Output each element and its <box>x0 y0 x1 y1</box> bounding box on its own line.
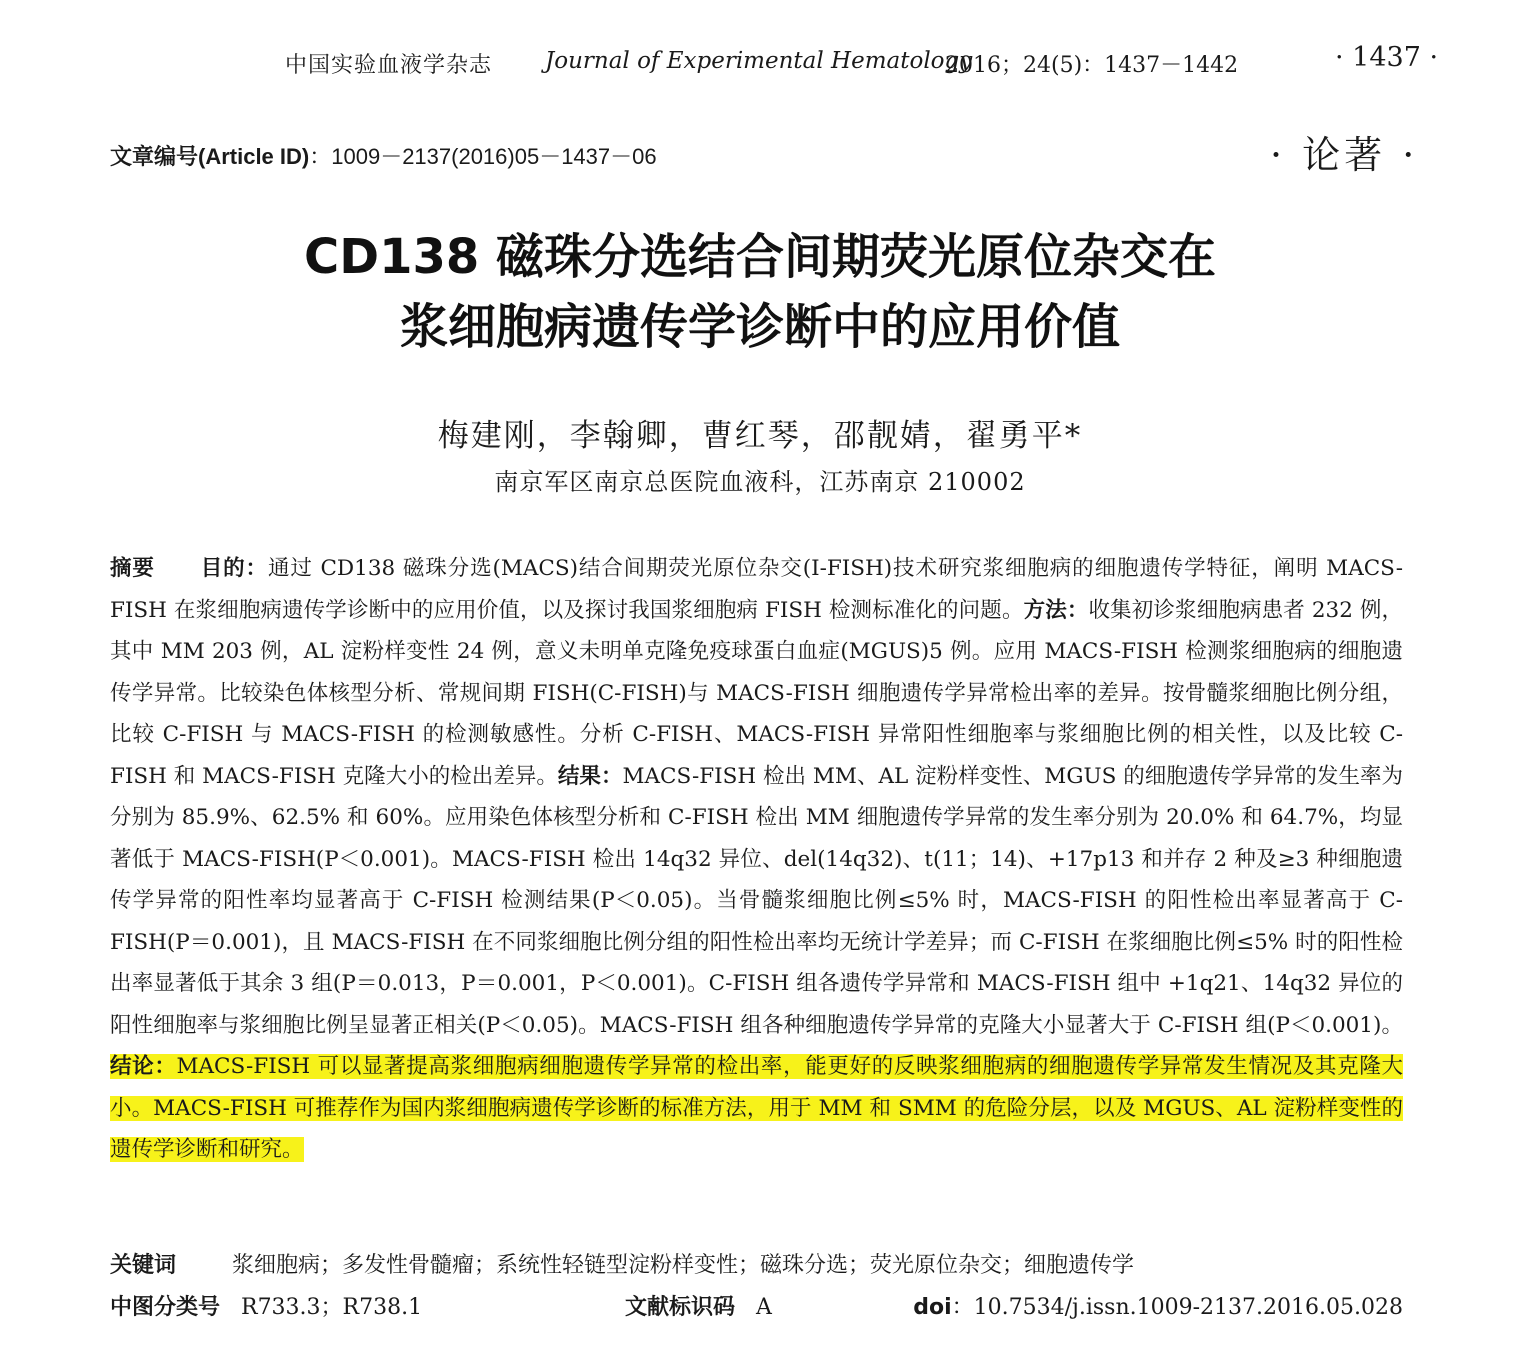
results-label: 结果： <box>557 763 623 789</box>
journal-volume: 2016；24(5)：1437－1442 <box>945 53 1239 78</box>
page-number: · 1437 · <box>1335 42 1439 73</box>
article-id <box>110 140 657 171</box>
doi <box>913 1290 1403 1321</box>
conclusion-text: MACS-FISH 可以显著提高浆细胞病细胞遗传学异常的检出率，能更好的反映浆细胞病的细胞遗传学异常发生情况及其克隆大小。MACS-FISH 可推荐作为国内浆细胞病遗传学诊断的标准方法，用于 MM 和 SMM 的危险分层，以及 MGUS、AL 淀粉样变性的遗传学诊断和研究。 <box>110 1054 1403 1162</box>
article-id-value: ：1009－2137(2016)05－1437－06 <box>309 144 657 169</box>
article-id-label: 文章编号(Article ID) <box>110 144 310 169</box>
objective-text: 通过 CD138 磁珠分选(MACS)结合间期荧光原位杂交(I-FISH)技术研究浆细胞病的细胞遗传学特征，阐明 MACS-FISH 在浆细胞病遗传学诊断中的应用价值，以及探讨我国浆细胞病 FISH 检测标准化的问题。 <box>110 556 1403 623</box>
paper-title <box>0 222 1520 362</box>
abstract-label: 摘要 <box>110 556 155 581</box>
classification-row <box>110 1290 1403 1326</box>
results-text: MACS-FISH 检出 MM、AL 淀粉样变性、MGUS 的细胞遗传学异常的发生率为分别为 85.9%、62.5% 和 60%。应用染色体核型分析和 C-FISH 检出 MM 细胞遗传学异常的发生率分别为 20.0% 和 64.7%，均显著低于 MACS-FISH(P＜0.001)。MACS-FISH 检出 14q32 异位、del(14q32)、t(11；14)、+17p13 和并存 2 种及≥3 种细胞遗传学异常的阳性率均显著高于 C-FISH 检测结果(P＜0.05)。当骨髓浆细胞比例≤5% 时，MACS-FISH 的阳性检出率显著高于 C-FISH(P＝0.001)，且 MACS-FISH 在不同浆细胞比例分组的阳性检出率均无统计学差异；而 C-FISH 在浆细胞比例≤5% 时的阳性检出率显著低于其余 3 组(P＝0.013，P＝0.001，P＜0.001)。C-FISH 组各遗传学异常和 MACS-FISH 组中 +1q21、14q32 异位的阳性细胞率与浆细胞比例呈显著正相关(P＜0.05)。MACS-FISH 组各种细胞遗传学异常的克隆大小显著大于 C-FISH 组(P＜0.001)。 <box>110 763 1403 1038</box>
keywords-value: 浆细胞病；多发性骨髓瘤；系统性轻链型淀粉样变性；磁珠分选；荧光原位杂交；细胞遗传学 <box>232 1253 1135 1278</box>
title-line-2: 浆细胞病遗传学诊断中的应用价值 <box>399 299 1120 355</box>
methods-label: 方法： <box>1023 597 1089 623</box>
keywords <box>110 1248 1134 1279</box>
affiliation: 南京军区南京总医院血液科，江苏南京 210002 <box>494 468 1026 496</box>
author-list: 梅建刚，李翰卿，曹红琴，邵靓婧，翟勇平* <box>437 418 1083 454</box>
doc-code-value: A <box>756 1295 772 1320</box>
clc-value: R733.3；R738.1 <box>241 1295 423 1320</box>
methods-text: 收集初诊浆细胞病患者 232 例，其中 MM 203 例，AL 淀粉样变性 24 例，意义未明单克隆免疫球蛋白血症(MGUS)5 例。应用 MACS-FISH 检测浆细胞病的细胞遗传学异常。比较染色体核型分析、常规间期 FISH(C-FISH)与 MACS-FISH 细胞遗传学异常检出率的差异。按骨髓浆细胞比例分组，比较 C-FISH 与 MACS-FISH 的检测敏感性。分析 C-FISH、MACS-FISH 异常阳性细胞率与浆细胞比例的相关性，以及比较 C-FISH 和 MACS-FISH 克隆大小的检出差异。 <box>110 597 1403 789</box>
clc-label: 中图分类号 <box>110 1295 221 1320</box>
journal-name-cn: 中国实验血液学杂志 <box>285 53 493 78</box>
doc-code-label: 文献标识码 <box>625 1295 736 1320</box>
clc-number <box>110 1290 422 1321</box>
doi-label: doi <box>913 1295 952 1320</box>
title-line-1: CD138 磁珠分选结合间期荧光原位杂交在 <box>304 229 1216 285</box>
objective-label: 目的： <box>200 556 268 581</box>
journal-name-en: Journal of Experimental Hematology <box>545 48 973 74</box>
conclusion-highlight <box>110 1054 1403 1162</box>
keywords-label: 关键词 <box>110 1253 177 1278</box>
conclusion-label: 结论： <box>110 1054 177 1079</box>
doi-value: ：10.7534/j.issn.1009-2137.2016.05.028 <box>951 1295 1403 1320</box>
section-tag: · 论著 · <box>1270 133 1419 177</box>
abstract <box>110 548 1403 1171</box>
document-code <box>625 1290 772 1321</box>
running-header <box>0 38 1520 88</box>
